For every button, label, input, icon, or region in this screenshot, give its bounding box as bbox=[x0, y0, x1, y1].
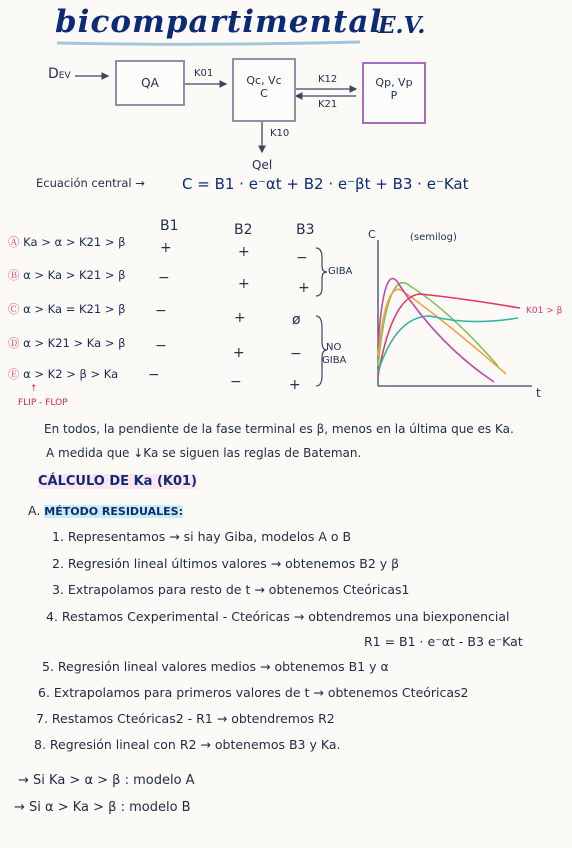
plot-ylabel: C bbox=[368, 228, 376, 241]
step-6: 6. Extrapolamos para primeros valores de t → obtenemos Cteóricas2 bbox=[38, 685, 469, 700]
k10-label: K10 bbox=[270, 128, 290, 139]
plot-annotation: (semilog) bbox=[410, 232, 457, 243]
central-equation: C = B1 · e⁻αt + B2 · e⁻βt + B3 · e⁻Kat bbox=[182, 175, 469, 193]
sign-a-b1: + bbox=[160, 240, 172, 256]
sign-e-b1: − bbox=[148, 367, 160, 383]
sign-b-b2: + bbox=[238, 276, 250, 292]
header-b3: B3 bbox=[296, 222, 315, 238]
step-8: 8. Regresión lineal con R2 → obtenemos B3 y Ka. bbox=[34, 737, 341, 752]
case-b: Ⓑ α > Ka > K21 > β bbox=[8, 268, 126, 282]
sign-d-b3: − bbox=[290, 346, 302, 362]
page-title: bicompartimental bbox=[55, 4, 383, 40]
k01-label: K01 bbox=[194, 68, 214, 79]
r1-formula: R1 = B1 · e⁻αt - B3 e⁻Kat bbox=[364, 634, 523, 649]
sign-d-b2: + bbox=[233, 345, 245, 361]
k12-label: K12 bbox=[318, 74, 338, 85]
note-line-2: A medida que ↓Ka se siguen las reglas de Bateman. bbox=[46, 446, 362, 460]
header-b1: B1 bbox=[160, 218, 179, 234]
peripheral-compartment-vars: Qp, Vp bbox=[375, 76, 413, 89]
step-4: 4. Restamos Cexperimental - Cteóricas → obtendremos una biexponencial bbox=[46, 609, 510, 624]
header-b2: B2 bbox=[234, 222, 253, 238]
flip-flop-arrow: ↑ bbox=[30, 384, 38, 394]
step-5: 5. Regresión lineal valores medios → obtenemos B1 y α bbox=[42, 659, 389, 674]
sign-a-b3: − bbox=[296, 250, 308, 266]
sign-c-b1: − bbox=[155, 303, 167, 319]
page-title-suffix: E.V. bbox=[378, 12, 426, 39]
note-line-1: En todos, la pendiente de la fase terminal es β, menos en la última que es Ka. bbox=[44, 422, 514, 436]
calc-heading: CÁLCULO DE Ka (K01) bbox=[38, 474, 197, 489]
plot-curve-label: K01 > β bbox=[526, 306, 563, 316]
case-a: Ⓐ Ka > α > K21 > β bbox=[8, 235, 126, 249]
no-giba-label-2: GIBA bbox=[322, 355, 347, 366]
qel-label: Qel bbox=[252, 158, 273, 172]
central-compartment-box bbox=[232, 58, 296, 122]
compartment-a-label: QA bbox=[141, 76, 159, 90]
plot-curve-3 bbox=[378, 294, 520, 376]
sign-c-b3: ø bbox=[292, 312, 301, 328]
plot-curve-1 bbox=[378, 283, 498, 366]
conclusion-model-a: → Si Ka > α > β : modelo A bbox=[18, 773, 195, 788]
sign-e-b2: − bbox=[230, 374, 242, 390]
k21-label: K21 bbox=[318, 99, 338, 110]
peripheral-compartment-box bbox=[362, 62, 426, 124]
step-3: 3. Extrapolamos para resto de t → obtenemos Cteóricas1 bbox=[52, 582, 410, 597]
conclusion-model-b: → Si α > Ka > β : modelo B bbox=[14, 800, 191, 815]
plot-xlabel: t bbox=[536, 386, 541, 400]
no-giba-label-1: NO bbox=[326, 342, 342, 353]
step-1: 1. Representamos → si hay Giba, modelos A o B bbox=[52, 529, 352, 544]
method-heading: A. MÉTODO RESIDUALES: bbox=[28, 503, 184, 518]
case-c: Ⓒ α > Ka = K21 > β bbox=[8, 302, 126, 316]
peripheral-compartment-label: P bbox=[390, 89, 398, 102]
plot-curve-5 bbox=[378, 279, 494, 383]
semilog-plot bbox=[370, 236, 536, 396]
compartment-a-box bbox=[115, 60, 185, 106]
step-7: 7. Restamos Cteóricas2 - R1 → obtendremos R2 bbox=[36, 711, 335, 726]
sign-c-b2: + bbox=[234, 310, 246, 326]
case-d: Ⓓ α > K21 > Ka > β bbox=[8, 336, 126, 350]
sign-e-b3: + bbox=[289, 377, 301, 393]
central-compartment-label: C bbox=[260, 87, 268, 100]
case-e: Ⓔ α > K2 > β > Ka bbox=[8, 367, 119, 381]
giba-label: GIBA bbox=[328, 266, 353, 277]
sign-b-b1: − bbox=[158, 270, 170, 286]
dev-label: DEV bbox=[48, 66, 71, 82]
equation-label: Ecuación central → bbox=[36, 176, 145, 190]
flip-flop-label: FLIP - FLOP bbox=[18, 398, 68, 408]
sign-a-b2: + bbox=[238, 244, 250, 260]
sign-b-b3: + bbox=[298, 280, 310, 296]
step-2: 2. Regresión lineal últimos valores → obtenemos B2 y β bbox=[52, 556, 400, 571]
sign-d-b1: − bbox=[155, 338, 167, 354]
central-compartment-vars: Qc, Vc bbox=[246, 74, 282, 87]
